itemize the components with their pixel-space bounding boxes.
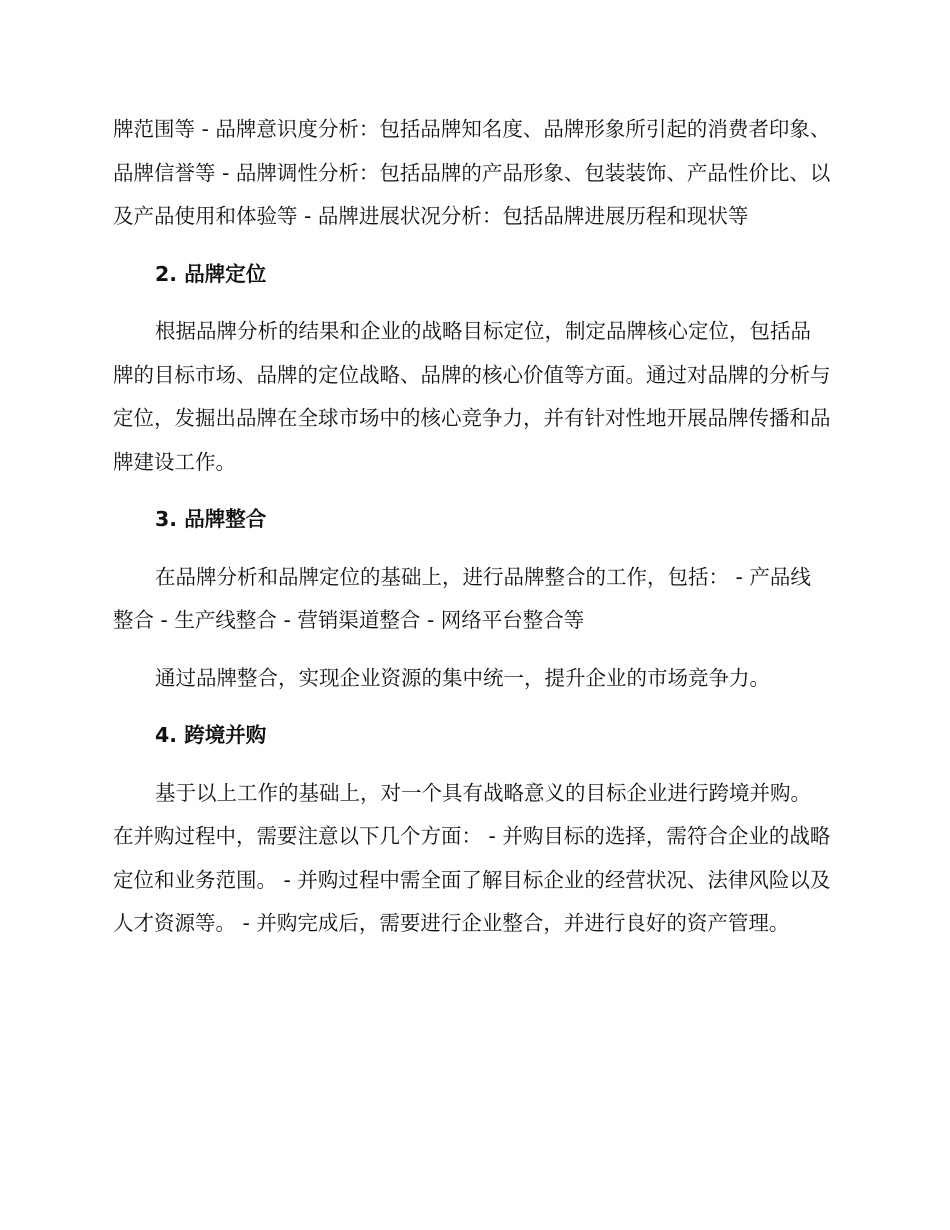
section-heading-brand-integration: 3. 品牌整合 bbox=[155, 507, 267, 531]
section-heading-cross-border-mna: 4. 跨境并购 bbox=[155, 723, 267, 747]
section-heading-brand-positioning: 2. 品牌定位 bbox=[155, 261, 267, 286]
section-paragraph: 通过品牌整合，实现企业资源的集中统一，提升企业的市场竞争力。 bbox=[155, 665, 770, 690]
section-paragraph: 基于以上工作的基础上，对一个具有战略意义的目标企业进行跨境并购。在并购过程中，需要注意以下几个方面： - 并购目标的选择，需符合企业的战略定位和业务范围。 - 并购过程中需全面了解目标企业的经营状况、法律风险以及人才资源等。 - 并购完成后，需要进行企业整合，并进行良好的资产管理。 bbox=[113, 780, 831, 935]
intro-paragraph: 牌范围等 - 品牌意识度分析：包括品牌知名度、品牌形象所引起的消费者印象、品牌信誉等 - 品牌调性分析：包括品牌的产品形象、包装装饰、产品性价比、以及产品使用和体验等 - 品牌进展状况分析：包括品牌进展历程和现状等 bbox=[113, 117, 831, 228]
document-body bbox=[113, 108, 831, 946]
section-paragraph: 根据品牌分析的结果和企业的战略目标定位，制定品牌核心定位，包括品牌的目标市场、品牌的定位战略、品牌的核心价值等方面。通过对品牌的分析与定位，发掘出品牌在全球市场中的核心竞争力，并有针对性地开展品牌传播和品牌建设工作。 bbox=[113, 319, 831, 474]
section-paragraph: 在品牌分析和品牌定位的基础上，进行品牌整合的工作，包括： - 产品线整合 - 生产线整合 - 营销渠道整合 - 网络平台整合等 bbox=[113, 564, 811, 632]
